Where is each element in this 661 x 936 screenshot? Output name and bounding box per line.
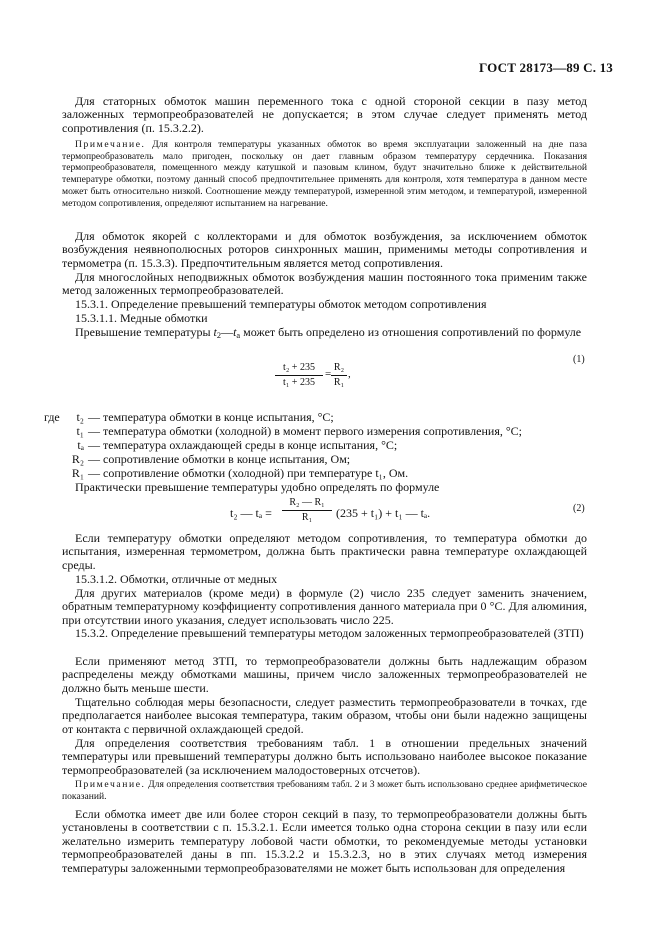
definitions-list <box>44 410 584 480</box>
formula-2-lhs: t₂ — tₐ = <box>230 506 272 520</box>
heading-15-3-1: 15.3.1. Определение превышений температуры обмоток методом сопротивления <box>75 297 487 311</box>
paragraph-armature-windings: Для обмоток якорей с коллекторами и для обмоток возбуждения, за исключением обмоток возбуждения неявнополюсных роторов синхронных машин, применимы методы сопротивления и термометра (п. 15.3.3). Предпочтительным является метод сопротивления. <box>62 229 587 270</box>
formula-1-left-fraction <box>275 362 323 389</box>
formula-2-denominator: R₁ <box>301 512 313 523</box>
formula-1-right-denominator: R₁ <box>333 377 345 388</box>
definition-symbol: R₂ <box>71 452 84 466</box>
formula-2-rhs: (235 + t₁) + t₁ — tₐ. <box>336 506 431 520</box>
paragraph-resistance-method: Если температуру обмотки определяют методом сопротивления, то температура обмотки до испытания, измеренная термометром, должна быть практически равна температуре охлаждающей среды. <box>62 531 587 572</box>
definition-text: — сопротивление обмотки (холодной) при температуре t₁, Ом. <box>88 466 409 480</box>
definition-text: — температура обмотки в конце испытания, °C; <box>88 410 334 424</box>
definition-text: — температура охлаждающей среды в конце испытания, °C; <box>88 438 398 452</box>
definition-text: — сопротивление обмотки в конце испытания, Ом; <box>88 452 351 466</box>
note-1 <box>62 139 587 209</box>
definition-row <box>44 438 584 452</box>
formula-2-number: (2) <box>573 503 585 514</box>
note-2 <box>62 779 587 802</box>
paragraph-installation: Если обмотка имеет две или более сторон секций в пазу, то термопреобразователи должны быть установлены в соответствии с п. 15.3.2.1. Если имеется только одна сторона секции в пазу или если желательно измерить температуру лобовой части обмотки, то рекомендуемые методы установки термопреобразователей даны в пп. 15.3.2.2 и 15.3.2.3, но в этих случаях метод измерения температуры заложенными термопреобразователями не может быть использован для определения <box>62 807 587 875</box>
formula-1-left-denominator: t₁ + 235 <box>283 377 315 388</box>
formula-1-right-fraction <box>331 362 347 389</box>
definition-symbol: R₁ <box>71 466 84 480</box>
formula-2 <box>230 497 460 529</box>
where-label: где <box>44 410 60 424</box>
paragraph-multilayer-windings: Для многослойных неподвижных обмоток возбуждения машин постоянного тока применим также метод заложенных термопреобразователей. <box>62 270 587 298</box>
formula-1-end: , <box>348 368 351 380</box>
note-2-text: Для определения соответствия требованиям табл. 2 и 3 может быть использовано среднее арифметическое показаний. <box>62 779 587 802</box>
definition-symbol: t₂ <box>76 410 84 424</box>
heading-15-3-1-1: 15.3.1.1. Медные обмотки <box>75 311 208 325</box>
definition-row <box>44 424 584 438</box>
definition-symbol: t₁ <box>76 424 84 438</box>
paragraph-temperature-rise-start: Превышение температуры <box>75 325 214 339</box>
note-2-label: Примечание. <box>75 779 146 790</box>
definition-symbol: tₐ <box>77 438 84 452</box>
formula-1-equals: = <box>325 368 332 380</box>
paragraph-stator-windings: Для статорных обмоток машин переменного тока с одной стороной секции в пазу метод заложенных термопреобразователей не допускается; в этом случае следует применять метод сопротивления (п. 15.3.2.2). <box>62 94 587 135</box>
note-1-text: Для контроля температуры указанных обмоток во время эксплуатации заложенный на дне паза термопреобразователь мало пригоден, поскольку он дает главным образом температуру сердечника. Показания термопреобразователя, помещенного между катушкой и пазовым клином, будут значительно ближе к действительной температуре обмотки, поэтому данный способ предпочтительнее применять для контроля, хотя температура в данном месте может быть относительно низкой. Соотношение между температурой, измеренной этим методом, и температурой, измеренной методом сопротивления, определяют испытанием на нагревание. <box>62 139 587 209</box>
definition-row <box>44 466 584 480</box>
paragraph-temperature-rise: Превышение температуры $t_2—t_a$ может быть определено из отношения сопротивлений по формуле <box>75 325 582 340</box>
heading-15-3-2: 15.3.2. Определение превышений температуры методом заложенных термопреобразователей (ЗТП) <box>75 626 584 640</box>
formula-2-fraction <box>282 497 332 524</box>
paragraph-ztp-method: Если применяют метод ЗТП, то термопреобразователи должны быть надлежащим образом распределены между обмотками машины, причем число заложенных термопреобразователей не должно быть меньше шести. <box>62 654 587 695</box>
formula-2-numerator: R₂ — R₁ <box>282 497 332 511</box>
paragraph-temperature-rise-end: может быть определено из отношения сопротивлений по формуле <box>240 325 582 339</box>
paragraph-compliance: Для определения соответствия требованиям табл. 1 в отношении предельных значений температуры или превышений температуры должно быть использовано наиболее высокое показание термопреобразователей (за исключением малодостоверных отсчетов). <box>62 736 587 777</box>
page-header: ГОСТ 28173—89 С. 13 <box>479 60 613 75</box>
formula-1-number: (1) <box>573 354 585 365</box>
note-1-label: Примечание. <box>75 139 146 150</box>
formula-1-left-numerator: t₂ + 235 <box>275 362 323 376</box>
formula-1 <box>275 362 445 390</box>
formula-1-right-numerator: R₂ <box>331 362 347 376</box>
definition-text: — температура обмотки (холодной) в момент первого измерения сопротивления, °C; <box>88 424 522 438</box>
heading-15-3-1-2: 15.3.1.2. Обмотки, отличные от медных <box>75 572 278 586</box>
paragraph-practical-formula: Практически превышение температуры удобно определять по формуле <box>75 480 440 494</box>
definition-row <box>44 452 584 466</box>
paragraph-other-materials: Для других материалов (кроме меди) в формуле (2) число 235 следует заменить значением, обратным температурному коэффициенту сопротивления данного материала при 0 °C. Для алюминия, при отсутствии иного указания, следует использовать число 225. <box>62 586 587 627</box>
paragraph-safety: Тщательно соблюдая меры безопасности, следует разместить термопреобразователи в точках, где предполагается наиболее высокая температура, таким образом, чтобы они были надежно защищены от контакта с первичной охлаждающей средой. <box>62 695 587 736</box>
definition-row <box>44 410 584 424</box>
